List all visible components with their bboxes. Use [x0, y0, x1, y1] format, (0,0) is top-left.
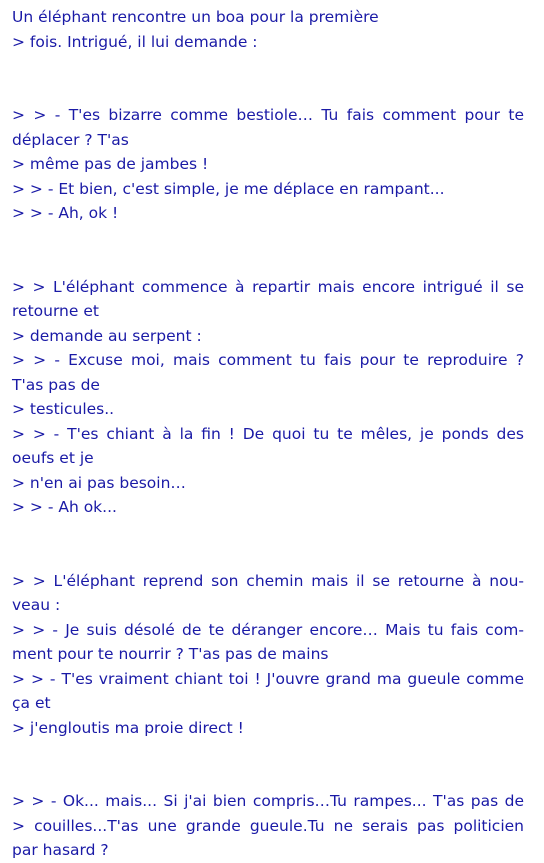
text-line: déplacer ? T'as: [12, 130, 129, 149]
paragraph-reproduction: [12, 275, 524, 520]
paragraph-punchline: [12, 789, 524, 863]
text-line: > couilles...T'as une grande gueule.Tu ne serais pas politicien: [12, 816, 524, 835]
text-line: > > - T'es bizarre comme bestiole… Tu fais comment pour te: [12, 106, 524, 124]
text-line: > > - Excuse moi, mais comment tu fais pour te reproduire ?: [12, 351, 524, 369]
text-line: > fois. Intrigué, il lui demande :: [12, 32, 258, 51]
text-line: > > - Ah, ok !: [12, 204, 119, 222]
text-line: retourne et: [12, 302, 99, 320]
text-line: > même pas de jambes !: [12, 155, 209, 173]
text-line: > > - T'es vraiment chiant toi ! J'ouvre grand ma gueule comme: [12, 669, 524, 688]
text-line: Un éléphant rencontre un boa pour la première: [12, 8, 379, 26]
text-line: > > - Ah ok...: [12, 498, 117, 516]
text-line: veau :: [12, 596, 61, 614]
text-line: > > - T'es chiant à la fin ! De quoi tu te mêles, je ponds des: [12, 424, 524, 443]
text-line: > > L'éléphant reprend son chemin mais il se retourne à nou-: [12, 571, 524, 590]
paragraph-legs: [12, 103, 524, 226]
text-line: ça et: [12, 694, 51, 712]
text-line: oeufs et je: [12, 449, 94, 467]
text-line: > demande au serpent :: [12, 326, 202, 345]
text-line: > testicules..: [12, 400, 115, 418]
text-line: > j'engloutis ma proie direct !: [12, 718, 244, 737]
text-line: > n'en ai pas besoin…: [12, 473, 186, 492]
text-line: par hasard ?: [12, 841, 109, 859]
text-line: > > L'éléphant commence à repartir mais encore intrigué il se: [12, 277, 524, 296]
text-line: > > - Je suis désolé de te déranger encore… Mais tu fais com-: [12, 620, 524, 639]
text-line: > > - Et bien, c'est simple, je me déplace en rampant...: [12, 179, 445, 198]
text-line: > > - Ok... mais... Si j'ai bien compris…Tu rampes... T'as pas de: [12, 792, 524, 810]
joke-document: [12, 5, 524, 863]
paragraph-feeding: [12, 569, 524, 741]
text-line: ment pour te nourrir ? T'as pas de mains: [12, 645, 329, 663]
paragraph-intro: [12, 5, 524, 54]
text-line: T'as pas de: [12, 375, 100, 394]
